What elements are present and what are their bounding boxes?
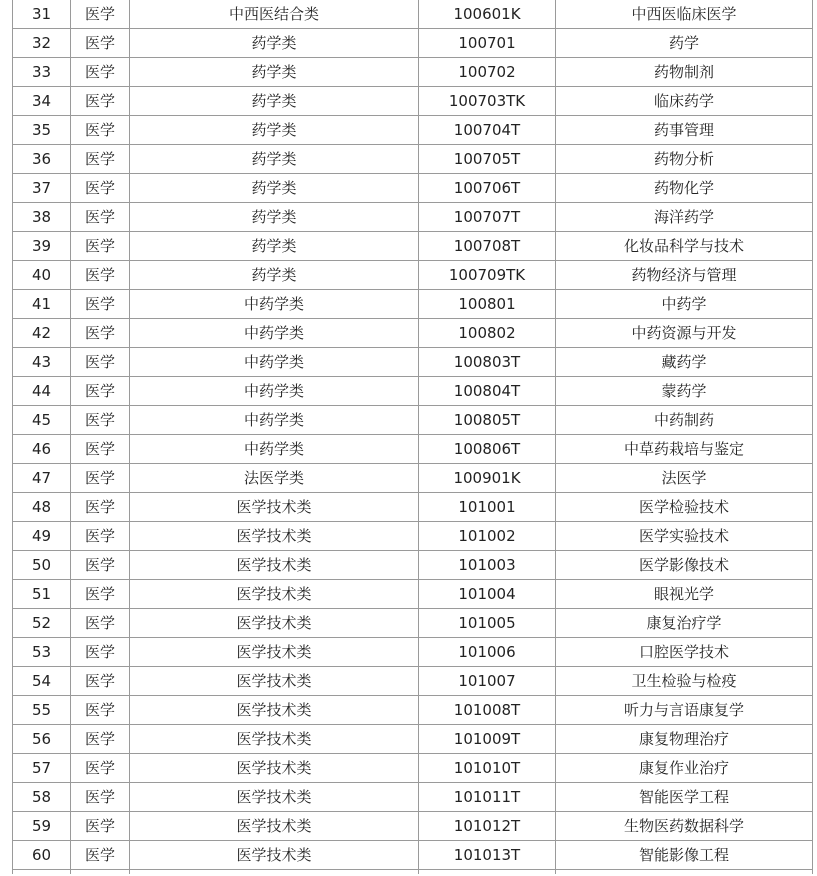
category-cell: 药学类 <box>130 174 419 203</box>
major-code-cell: 100706T <box>419 174 556 203</box>
category-cell: 中药学类 <box>130 319 419 348</box>
table-row <box>13 0 813 29</box>
category-cell: 医学技术类 <box>130 696 419 725</box>
row-number-cell: 31 <box>13 0 71 29</box>
discipline-cell: 医学 <box>71 203 130 232</box>
category-cell: 中药学类 <box>130 377 419 406</box>
category-cell: 医学技术类 <box>130 841 419 870</box>
table-row <box>13 435 813 464</box>
major-name-cell: 口腔医学技术 <box>556 638 813 667</box>
discipline-cell: 医学 <box>71 725 130 754</box>
table-row <box>13 261 813 290</box>
row-number-cell: 32 <box>13 29 71 58</box>
category-cell: 中药学类 <box>130 348 419 377</box>
table-row <box>13 174 813 203</box>
row-number-cell: 40 <box>13 261 71 290</box>
major-name-cell: 眼视光学 <box>556 580 813 609</box>
majors-table <box>12 0 813 874</box>
major-code-cell: 100802 <box>419 319 556 348</box>
table-row <box>13 29 813 58</box>
table-row <box>13 696 813 725</box>
table-row <box>13 580 813 609</box>
row-number-cell: 45 <box>13 406 71 435</box>
discipline-cell: 医学 <box>71 435 130 464</box>
category-cell: 医学技术类 <box>130 609 419 638</box>
row-number-cell: 36 <box>13 145 71 174</box>
row-number-cell: 51 <box>13 580 71 609</box>
table-row <box>13 319 813 348</box>
row-number-cell: 52 <box>13 609 71 638</box>
table-row <box>13 725 813 754</box>
discipline-cell: 医学 <box>71 493 130 522</box>
major-name-cell: 医学实验技术 <box>556 522 813 551</box>
table-row <box>13 464 813 493</box>
category-cell: 医学技术类 <box>130 783 419 812</box>
empty-cell <box>130 870 419 875</box>
major-name-cell: 康复物理治疗 <box>556 725 813 754</box>
discipline-cell: 医学 <box>71 290 130 319</box>
major-code-cell: 100806T <box>419 435 556 464</box>
discipline-cell: 医学 <box>71 348 130 377</box>
major-code-cell: 100709TK <box>419 261 556 290</box>
major-code-cell: 100704T <box>419 116 556 145</box>
discipline-cell: 医学 <box>71 174 130 203</box>
major-name-cell: 药物分析 <box>556 145 813 174</box>
discipline-cell: 医学 <box>71 377 130 406</box>
major-code-cell: 101011T <box>419 783 556 812</box>
row-number-cell: 44 <box>13 377 71 406</box>
major-name-cell: 中药学 <box>556 290 813 319</box>
category-cell: 药学类 <box>130 29 419 58</box>
table-row <box>13 87 813 116</box>
major-code-cell: 100701 <box>419 29 556 58</box>
major-name-cell: 化妆品科学与技术 <box>556 232 813 261</box>
major-name-cell: 藏药学 <box>556 348 813 377</box>
table-row <box>13 145 813 174</box>
category-cell: 医学技术类 <box>130 754 419 783</box>
major-name-cell: 智能医学工程 <box>556 783 813 812</box>
discipline-cell: 医学 <box>71 841 130 870</box>
row-number-cell: 53 <box>13 638 71 667</box>
major-code-cell: 100801 <box>419 290 556 319</box>
row-number-cell: 47 <box>13 464 71 493</box>
row-number-cell: 38 <box>13 203 71 232</box>
major-name-cell: 海洋药学 <box>556 203 813 232</box>
major-code-cell: 100805T <box>419 406 556 435</box>
discipline-cell: 医学 <box>71 812 130 841</box>
major-name-cell: 医学检验技术 <box>556 493 813 522</box>
row-number-cell: 41 <box>13 290 71 319</box>
major-code-cell: 100705T <box>419 145 556 174</box>
row-number-cell: 42 <box>13 319 71 348</box>
major-name-cell: 蒙药学 <box>556 377 813 406</box>
major-code-cell: 100601K <box>419 0 556 29</box>
row-number-cell: 54 <box>13 667 71 696</box>
major-name-cell: 中药资源与开发 <box>556 319 813 348</box>
major-code-cell: 101009T <box>419 725 556 754</box>
table-row <box>13 203 813 232</box>
table-row <box>13 667 813 696</box>
major-code-cell: 100901K <box>419 464 556 493</box>
major-name-cell: 中西医临床医学 <box>556 0 813 29</box>
row-number-cell: 46 <box>13 435 71 464</box>
row-number-cell: 60 <box>13 841 71 870</box>
row-number-cell: 57 <box>13 754 71 783</box>
major-name-cell: 康复作业治疗 <box>556 754 813 783</box>
major-code-cell: 101013T <box>419 841 556 870</box>
category-cell: 药学类 <box>130 87 419 116</box>
major-code-cell: 101008T <box>419 696 556 725</box>
major-code-cell: 101001 <box>419 493 556 522</box>
table-row <box>13 754 813 783</box>
discipline-cell: 医学 <box>71 551 130 580</box>
major-name-cell: 卫生检验与检疫 <box>556 667 813 696</box>
row-number-cell: 58 <box>13 783 71 812</box>
empty-cell <box>556 870 813 875</box>
category-cell: 医学技术类 <box>130 725 419 754</box>
discipline-cell: 医学 <box>71 116 130 145</box>
table-row <box>13 377 813 406</box>
row-number-cell: 39 <box>13 232 71 261</box>
empty-cell <box>13 870 71 875</box>
major-name-cell: 药学 <box>556 29 813 58</box>
row-number-cell: 43 <box>13 348 71 377</box>
category-cell: 药学类 <box>130 145 419 174</box>
discipline-cell: 医学 <box>71 232 130 261</box>
major-name-cell: 听力与言语康复学 <box>556 696 813 725</box>
major-name-cell: 法医学 <box>556 464 813 493</box>
major-code-cell: 101004 <box>419 580 556 609</box>
discipline-cell: 医学 <box>71 29 130 58</box>
row-number-cell: 34 <box>13 87 71 116</box>
major-code-cell: 101012T <box>419 812 556 841</box>
category-cell: 医学技术类 <box>130 493 419 522</box>
category-cell: 医学技术类 <box>130 580 419 609</box>
discipline-cell: 医学 <box>71 522 130 551</box>
discipline-cell: 医学 <box>71 406 130 435</box>
table-row <box>13 493 813 522</box>
table-row-partial <box>13 870 813 875</box>
row-number-cell: 35 <box>13 116 71 145</box>
category-cell: 医学技术类 <box>130 551 419 580</box>
table-row <box>13 609 813 638</box>
category-cell: 医学技术类 <box>130 667 419 696</box>
category-cell: 法医学类 <box>130 464 419 493</box>
discipline-cell: 医学 <box>71 580 130 609</box>
major-name-cell: 药物制剂 <box>556 58 813 87</box>
discipline-cell: 医学 <box>71 0 130 29</box>
discipline-cell: 医学 <box>71 261 130 290</box>
major-code-cell: 100708T <box>419 232 556 261</box>
row-number-cell: 50 <box>13 551 71 580</box>
empty-cell <box>71 870 130 875</box>
major-code-cell: 101007 <box>419 667 556 696</box>
table-row <box>13 348 813 377</box>
category-cell: 中药学类 <box>130 435 419 464</box>
major-name-cell: 药物化学 <box>556 174 813 203</box>
category-cell: 药学类 <box>130 261 419 290</box>
major-code-cell: 101010T <box>419 754 556 783</box>
major-name-cell: 药事管理 <box>556 116 813 145</box>
row-number-cell: 55 <box>13 696 71 725</box>
major-code-cell: 100702 <box>419 58 556 87</box>
major-code-cell: 101002 <box>419 522 556 551</box>
majors-table-body <box>13 0 813 874</box>
discipline-cell: 医学 <box>71 638 130 667</box>
row-number-cell: 56 <box>13 725 71 754</box>
major-code-cell: 100703TK <box>419 87 556 116</box>
row-number-cell: 37 <box>13 174 71 203</box>
category-cell: 中药学类 <box>130 290 419 319</box>
row-number-cell: 59 <box>13 812 71 841</box>
discipline-cell: 医学 <box>71 754 130 783</box>
major-name-cell: 中草药栽培与鉴定 <box>556 435 813 464</box>
discipline-cell: 医学 <box>71 783 130 812</box>
category-cell: 药学类 <box>130 203 419 232</box>
major-name-cell: 智能影像工程 <box>556 841 813 870</box>
major-name-cell: 康复治疗学 <box>556 609 813 638</box>
major-code-cell: 100804T <box>419 377 556 406</box>
table-row <box>13 783 813 812</box>
discipline-cell: 医学 <box>71 696 130 725</box>
major-name-cell: 中药制药 <box>556 406 813 435</box>
row-number-cell: 48 <box>13 493 71 522</box>
table-row <box>13 406 813 435</box>
table-row <box>13 841 813 870</box>
table-row <box>13 290 813 319</box>
major-name-cell: 医学影像技术 <box>556 551 813 580</box>
discipline-cell: 医学 <box>71 609 130 638</box>
discipline-cell: 医学 <box>71 58 130 87</box>
table-row <box>13 232 813 261</box>
table-row <box>13 116 813 145</box>
discipline-cell: 医学 <box>71 464 130 493</box>
table-row <box>13 638 813 667</box>
category-cell: 医学技术类 <box>130 812 419 841</box>
category-cell: 药学类 <box>130 232 419 261</box>
category-cell: 中药学类 <box>130 406 419 435</box>
category-cell: 医学技术类 <box>130 638 419 667</box>
major-code-cell: 100803T <box>419 348 556 377</box>
major-code-cell: 101003 <box>419 551 556 580</box>
major-name-cell: 生物医药数据科学 <box>556 812 813 841</box>
table-row <box>13 522 813 551</box>
discipline-cell: 医学 <box>71 87 130 116</box>
discipline-cell: 医学 <box>71 319 130 348</box>
major-name-cell: 临床药学 <box>556 87 813 116</box>
discipline-cell: 医学 <box>71 667 130 696</box>
major-code-cell: 101005 <box>419 609 556 638</box>
table-row <box>13 812 813 841</box>
major-code-cell: 101006 <box>419 638 556 667</box>
major-name-cell: 药物经济与管理 <box>556 261 813 290</box>
category-cell: 药学类 <box>130 58 419 87</box>
row-number-cell: 49 <box>13 522 71 551</box>
category-cell: 中西医结合类 <box>130 0 419 29</box>
category-cell: 医学技术类 <box>130 522 419 551</box>
table-row <box>13 551 813 580</box>
category-cell: 药学类 <box>130 116 419 145</box>
empty-cell <box>419 870 556 875</box>
row-number-cell: 33 <box>13 58 71 87</box>
discipline-cell: 医学 <box>71 145 130 174</box>
major-code-cell: 100707T <box>419 203 556 232</box>
table-row <box>13 58 813 87</box>
